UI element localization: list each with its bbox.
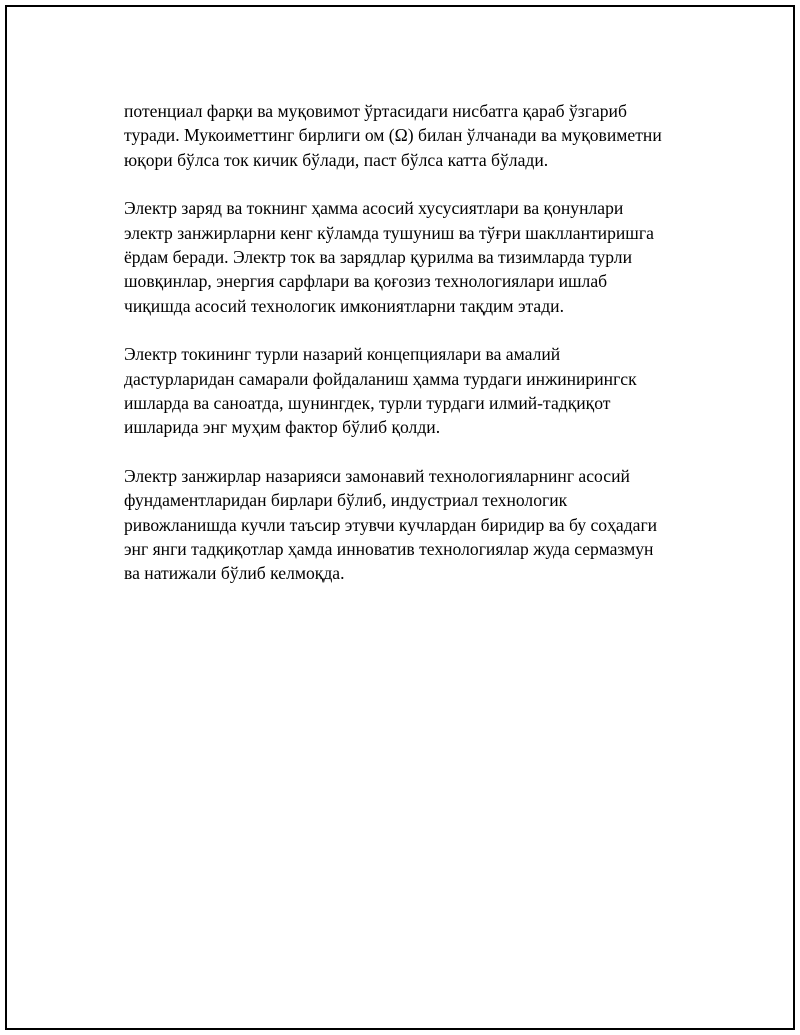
text-line: энг янги тадқиқотлар ҳамда инноватив технологиялар жуда сермазмун xyxy=(124,538,654,559)
text-line: потенциал фарқи ва муқовимот ўртасидаги нисбатга қараб ўзгариб xyxy=(124,101,627,121)
text-line: Электр токининг турли назарий концепциялари ва амалий xyxy=(124,344,561,365)
text-line: фундаментларидан бирлари бўлиб, индустриал технологик xyxy=(124,490,568,511)
text-line: ишларда ва саноатда, шунингдек, турли турдаги илмий-тадқиқот xyxy=(124,392,611,413)
paragraph-2 xyxy=(124,196,714,317)
text-line: ишларида энг муҳим фактор бўлиб қолди. xyxy=(124,417,441,438)
page-content xyxy=(124,99,714,610)
text-line: чиқишда асосий технологик имкониятларни тақдим этади. xyxy=(124,295,564,316)
text-line: ёрдам беради. Электр ток ва зарядлар қурилма ва тизимларда турли xyxy=(124,246,632,267)
text-line: Электр заряд ва токнинг ҳамма асосий хусусиятлари ва қонунлари xyxy=(124,198,624,219)
text-line: ривожланишда кучли таъсир этувчи кучлардан биридир ва бу соҳадаги xyxy=(124,514,658,535)
paragraph-4 xyxy=(124,464,714,585)
text-line: Электр занжирлар назарияси замонавий технологияларнинг асосий xyxy=(124,466,630,487)
paragraph-3 xyxy=(124,342,714,439)
text-line: дастурларидан самарали фойдаланиш ҳамма турдаги инжинирингск xyxy=(124,368,637,389)
page-frame xyxy=(5,5,795,1030)
text-line: туради. Мукоиметтинг бирлиги ом (Ω) билан ўлчанади ва муқовиметни xyxy=(124,125,662,146)
text-line: электр занжирларни кенг кўламда тушуниш ва тўғри шакллантиришга xyxy=(124,222,654,243)
text-line: юқори бўлса ток кичик бўлади, паст бўлса катта бўлади. xyxy=(124,149,549,170)
text-line: шовқинлар, энергия сарфлари ва қоғозиз технологиялари ишлаб xyxy=(124,271,608,292)
text-line: ва натижали бўлиб келмоқда. xyxy=(124,563,345,584)
paragraph-1 xyxy=(124,99,714,172)
